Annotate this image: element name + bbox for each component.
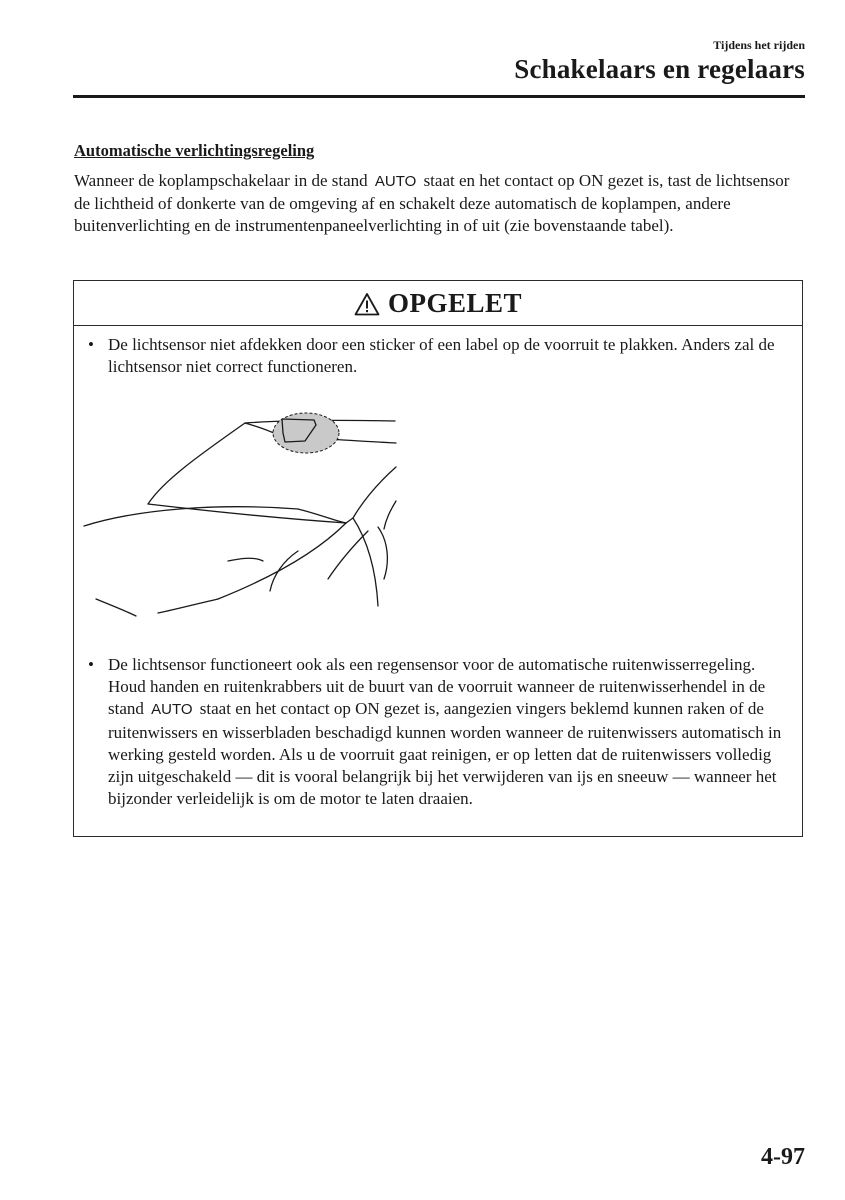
page-number: 4-97 <box>761 1144 805 1170</box>
intro-paragraph <box>74 170 806 238</box>
caution-box <box>73 280 803 837</box>
warning-triangle-icon <box>354 292 380 316</box>
bullet-text <box>108 654 788 810</box>
bullet-dot: • <box>88 655 94 674</box>
caution-title: OPGELET <box>387 287 523 318</box>
caution-bullet <box>88 654 788 810</box>
bullet-text-start: De lichtsensor functioneert ook als een regensensor voor de automatische ruitenwisserregeling. Houd handen en ruitenkrabbers uit de buurt van de voorruit wanneer de ruitenwisserhendel in de stand <box>108 655 766 719</box>
page-title: Schakelaars en regelaars <box>514 54 805 84</box>
header-divider <box>73 95 805 98</box>
bullet-dot: • <box>88 335 94 354</box>
intro-text-start: Wanneer de koplampschakelaar in de stand <box>74 171 368 190</box>
bullet-text: De lichtsensor niet afdekken door een sticker of een label op de voorruit te plakken. Anders zal de lichtsensor niet correct functioneren. <box>108 335 775 377</box>
section-heading: Automatische verlichtingsregeling <box>74 141 315 160</box>
intro-text-end: staat en het contact op ON gezet is, tast de lichtsensor de lichtheid of donkerte van de omgeving af en schakelt deze automatisch de koplampen, andere buitenverlichting en de instrumentenpaneelverlichting in of uit (zie bovenstaande tabel). <box>74 171 790 236</box>
caution-header <box>74 281 802 326</box>
bullet-text-end: staat en het contact op ON gezet is, aangezien vingers beklemd kunnen raken of de ruitenwissers en wisserbladen beschadigd kunnen worden wanneer de ruitenwissers automatisch in werking gesteld worden. Als u de voorruit gaat reinigen, er op letten dat de ruitenwissers volledig zijn uitgeschakeld ― dit is vooral belangrijk bij het verwijderen van ijs en sneeuw ― wanneer het bijzonder verleidelijk is om de motor te laten draaien. <box>108 699 782 809</box>
windshield-sensor-illustration <box>78 411 398 623</box>
running-header-section: Tijdens het rijden <box>713 38 805 52</box>
auto-mode-label: AUTO <box>374 173 417 190</box>
auto-mode-label: AUTO <box>151 701 193 719</box>
caution-bullet <box>88 334 788 378</box>
